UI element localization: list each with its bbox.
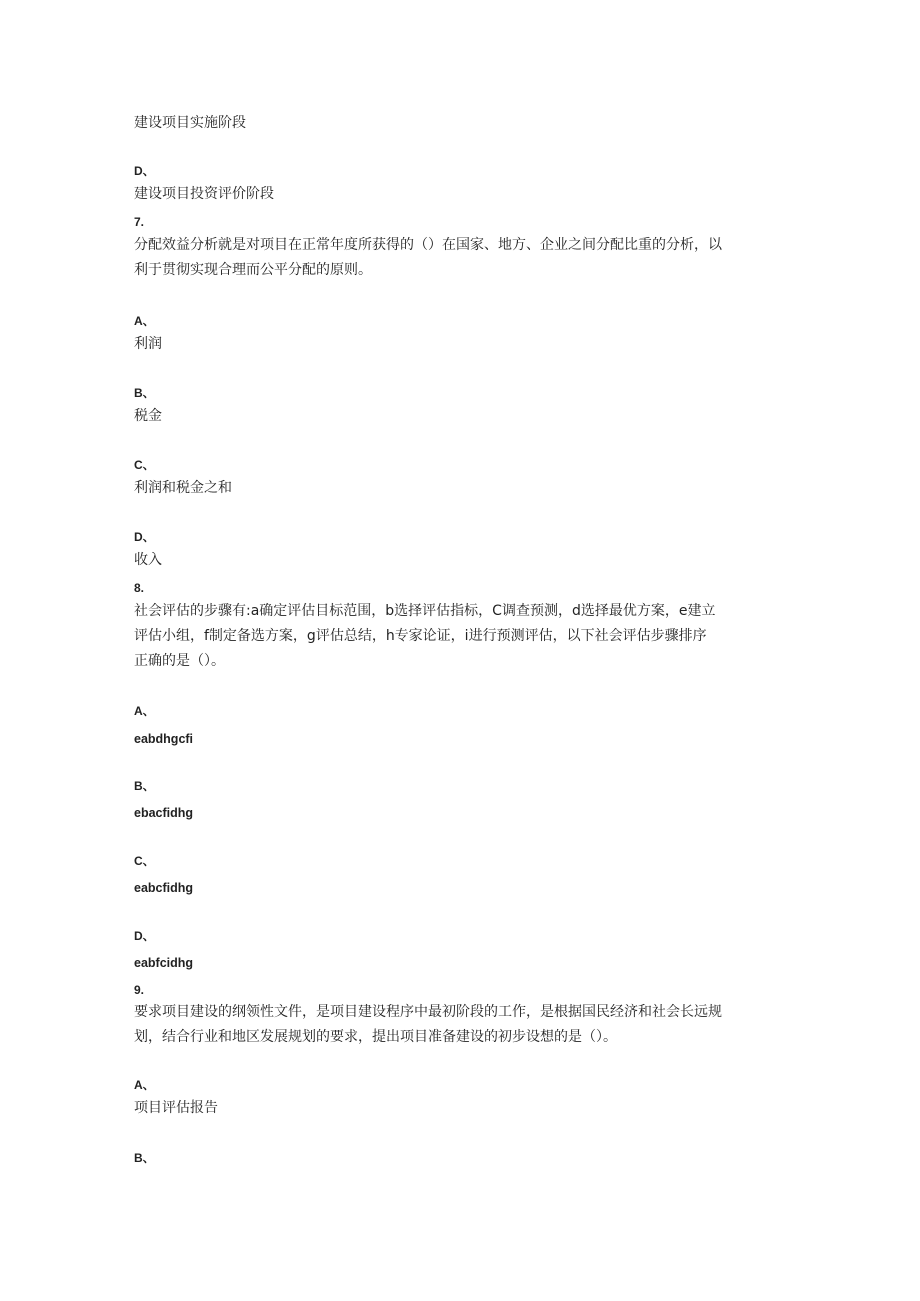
- question-number: 7.: [134, 215, 145, 229]
- option-text: 利润: [134, 336, 162, 352]
- option-text: 建设项目投资评价阶段: [134, 186, 274, 202]
- option-label: D、: [134, 164, 155, 178]
- question-stem-line: 评估小组，f制定备选方案，g评估总结，h专家论证，i进行预测评估，以下社会评估步骤排序: [134, 628, 707, 644]
- option-label: A、: [134, 1078, 155, 1092]
- question-stem-line: 划，结合行业和地区发展规划的要求，提出项目准备建设的初步设想的是（）。: [134, 1029, 617, 1045]
- option-label: B、: [134, 386, 155, 400]
- option-label: C、: [134, 458, 155, 472]
- option-text: 项目评估报告: [134, 1100, 218, 1116]
- question-number: 8.: [134, 581, 145, 595]
- question-stem-line: 利于贯彻实现合理而公平分配的原则。: [134, 262, 372, 278]
- option-label: D、: [134, 929, 155, 943]
- option-text: 建设项目实施阶段: [134, 115, 246, 131]
- option-label: D、: [134, 530, 155, 544]
- option-text: 税金: [134, 408, 162, 424]
- option-label: A、: [134, 704, 155, 718]
- question-number: 9.: [134, 983, 145, 997]
- question-stem-line: 社会评估的步骤有:a确定评估目标范围，b选择评估指标，C调查预测，d选择最优方案，e建立: [134, 603, 716, 619]
- option-text: eabcfidhg: [134, 881, 194, 895]
- question-stem-line: 分配效益分析就是对项目在正常年度所获得的（）在国家、地方、企业之间分配比重的分析，以: [134, 237, 722, 253]
- question-stem-line: 要求项目建设的纲领性文件，是项目建设程序中最初阶段的工作，是根据国民经济和社会长远规: [134, 1004, 722, 1020]
- option-text: ebacfidhg: [134, 806, 194, 820]
- question-stem-line: 正确的是（）。: [134, 653, 225, 669]
- option-label: B、: [134, 1151, 155, 1165]
- option-label: B、: [134, 779, 155, 793]
- option-text: 利润和税金之和: [134, 480, 232, 496]
- option-text: eabdhgcfi: [134, 732, 194, 746]
- option-label: A、: [134, 314, 155, 328]
- option-text: 收入: [134, 552, 162, 568]
- option-text: eabfcidhg: [134, 956, 194, 970]
- option-label: C、: [134, 854, 155, 868]
